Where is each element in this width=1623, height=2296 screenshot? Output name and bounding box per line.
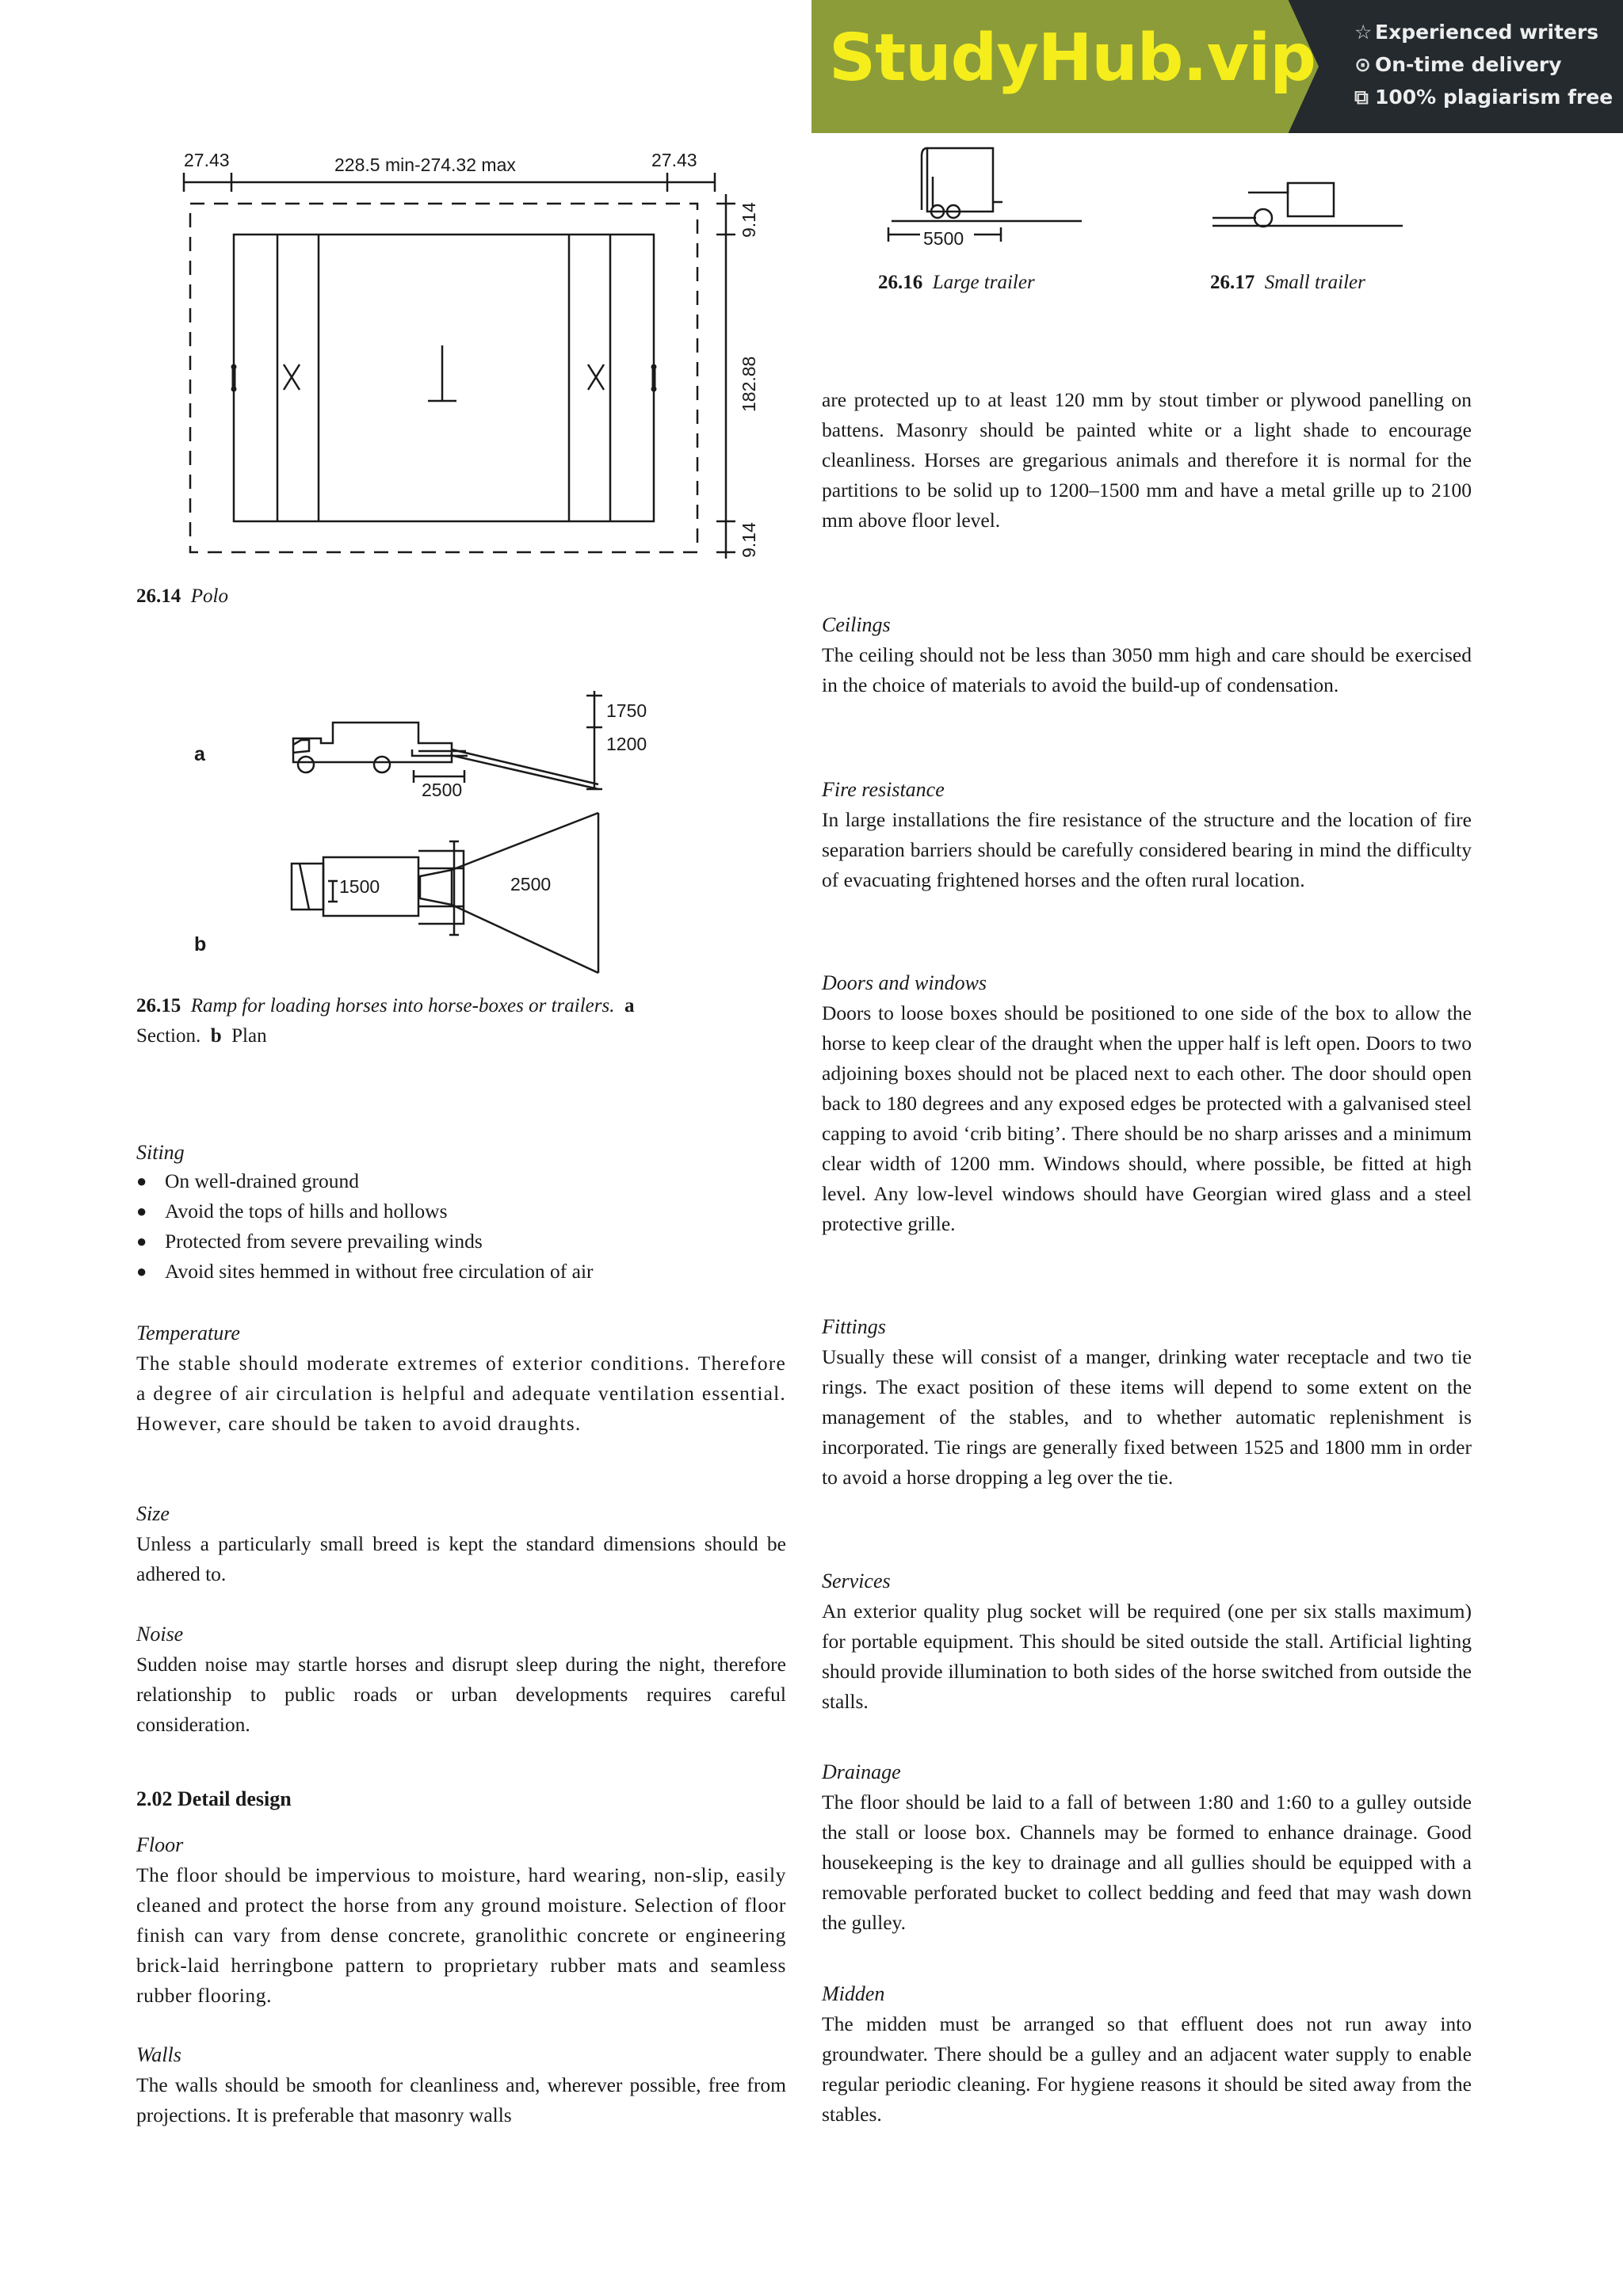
heading-temperature: Temperature <box>136 1322 240 1344</box>
polo-field-diagram <box>166 143 785 570</box>
large-trailer-dim: 5500 <box>923 228 964 249</box>
heading-size: Size <box>136 1502 170 1525</box>
heading-fittings: Fittings <box>822 1315 886 1338</box>
studyhub-banner[interactable] <box>812 0 1623 133</box>
star-icon: ☆ <box>1354 21 1373 44</box>
banner-feature-plagiarism: ⧉ 100% plagiarism free <box>1354 86 1613 109</box>
copy-icon: ⧉ <box>1354 86 1369 109</box>
figure-caption-polo: 26.14 Polo <box>136 585 228 607</box>
paragraph-fire-resistance: In large installations the fire resistance of the structure and the location of fire separation barriers should be carefully considered bearing in mind the difficulty of evacuating frightened horses and the often rural location. <box>822 808 1472 891</box>
clock-icon: ⊙ <box>1354 53 1371 76</box>
figure-caption-ramp: 26.15 Ramp for loading horses into horse-boxes or trailers. a Section. b Plan <box>136 995 635 1047</box>
list-item: ● Avoid the tops of hills and hollows <box>136 1196 802 1226</box>
studyhub-logo: StudyHub.vip <box>829 21 1316 96</box>
paragraph-floor: The floor should be impervious to moisture, hard wearing, non-slip, easily cleaned and protect the horse from any ground moisture. Selection of floor finish can vary from dense concrete, granolithic concrete or engineering brick-laid herringbone pattern to proprietary rubber mats and seamless rubber flooring. <box>136 1863 786 2007</box>
polo-dim-middle: 228.5 min-274.32 max <box>334 154 516 175</box>
ramp-dim-2500-section: 2500 <box>422 780 463 800</box>
list-item: ● On well-drained ground <box>136 1166 802 1196</box>
paragraph-services: An exterior quality plug socket will be required (one per six stalls maximum) for portable equipment. This should be sited outside the stall. Artificial lighting should provide illumination to both sides of the horse switched from outside the stalls. <box>822 1600 1472 1713</box>
heading-ceilings: Ceilings <box>822 613 891 636</box>
banner-feature-writers: ☆ Experienced writers <box>1354 21 1599 44</box>
polo-dim-right: 27.43 <box>651 150 697 170</box>
paragraph-midden: The midden must be arranged so that effluent does not run away into groundwater. There should be a gulley and an adjacent water supply to enable regular periodic cleaning. For hygiene reasons it should be sited away from the stables. <box>822 2012 1472 2126</box>
paragraph-walls: The walls should be smooth for cleanliness and, wherever possible, free from projections. It is preferable that masonry walls <box>136 2073 786 2126</box>
polo-dim-left: 27.43 <box>184 150 230 170</box>
ramp-label-a: a <box>194 743 205 765</box>
figure-caption-small-trailer: 26.17 Small trailer <box>1210 272 1365 293</box>
heading-siting: Siting <box>136 1141 185 1164</box>
heading-detail-design: 2.02 Detail design <box>136 1787 292 1810</box>
heading-fire-resistance: Fire resistance <box>822 778 945 801</box>
siting-list <box>136 1166 802 1287</box>
polo-dim-top-vertical: 9.14 <box>739 202 759 238</box>
ramp-dim-1750: 1750 <box>606 700 647 721</box>
list-item: ● Protected from severe prevailing winds <box>136 1226 802 1257</box>
paragraph-temperature: The stable should moderate extremes of exterior conditions. Therefore a degree of air circulation is helpful and adequate ventilation essential. However, care should be taken to avoid draughts. <box>136 1352 786 1435</box>
heading-midden: Midden <box>822 1982 885 2005</box>
trailer-diagrams <box>876 139 1423 250</box>
polo-dim-bottom-vertical: 9.14 <box>739 522 759 558</box>
heading-noise: Noise <box>136 1623 184 1646</box>
heading-services: Services <box>822 1569 891 1592</box>
ramp-label-b: b <box>194 933 207 955</box>
paragraph-fittings: Usually these will consist of a manger, drinking water receptacle and two tie rings. The exact position of these items will depend to some extent on the management of the stables, and to whether automatic replenishment is incorporated. Tie rings are generally fixed between 1525 and 1800 mm in order to avoid a horse dropping a leg over the tie. <box>822 1345 1472 1489</box>
ramp-dim-1500: 1500 <box>339 876 380 897</box>
paragraph-ceilings: The ceiling should not be less than 3050 mm high and care should be exercised in the choice of materials to avoid the build-up of condensation. <box>822 643 1472 696</box>
paragraph-size: Unless a particularly small breed is kept the standard dimensions should be adhered to. <box>136 1532 786 1585</box>
paragraph-walls-continued: are protected up to at least 120 mm by stout timber or plywood panelling on battens. Masonry should be painted white or a light shade to encourage cleanliness. Horses are gregarious animals and therefore it is normal for the partitions to be solid up to 1200–1500 mm and have a metal grille up to 2100 mm above floor level. <box>822 388 1472 532</box>
paragraph-noise: Sudden noise may startle horses and disrupt sleep during the night, therefore relationship to public roads or urban developments requires careful consideration. <box>136 1653 786 1736</box>
paragraph-doors-windows: Doors to loose boxes should be positioned to one side of the box to allow the horse to keep clear of the draught when the upper half is left open. Doors to two adjoining boxes should not be placed next to each other. The door should open back to 180 degrees and any exposed edges be protected with a galvanised steel capping to avoid ‘crib biting’. There should be no sharp arisses and a minimum clear width of 1200 mm. Windows should, where possible, be fitted at high level. Any low-level windows should have Georgian wired glass and a steel protective grille. <box>822 1001 1472 1235</box>
figure-caption-large-trailer: 26.16 Large trailer <box>878 272 1035 293</box>
polo-dim-mid-vertical: 182.88 <box>739 356 759 412</box>
ramp-dim-2500-plan: 2500 <box>510 874 552 894</box>
paragraph-drainage: The floor should be laid to a fall of between 1:80 and 1:60 to a gulley outside the stall or loose box. Channels may be formed to enhance drainage. Good housekeeping is the key to drainage and all gullies should be equipped with a removable perforated bucket to collect bedding and feed that may wash down the gulley. <box>822 1791 1472 1934</box>
heading-floor: Floor <box>136 1833 184 1856</box>
list-item: ● Avoid sites hemmed in without free circulation of air <box>136 1257 802 1287</box>
heading-drainage: Drainage <box>822 1760 901 1783</box>
ramp-dim-1200: 1200 <box>606 734 647 754</box>
heading-doors-windows: Doors and windows <box>822 971 987 994</box>
ramp-diagram <box>182 673 647 974</box>
heading-walls: Walls <box>136 2043 181 2066</box>
banner-feature-delivery: ⊙ On-time delivery <box>1354 53 1562 76</box>
